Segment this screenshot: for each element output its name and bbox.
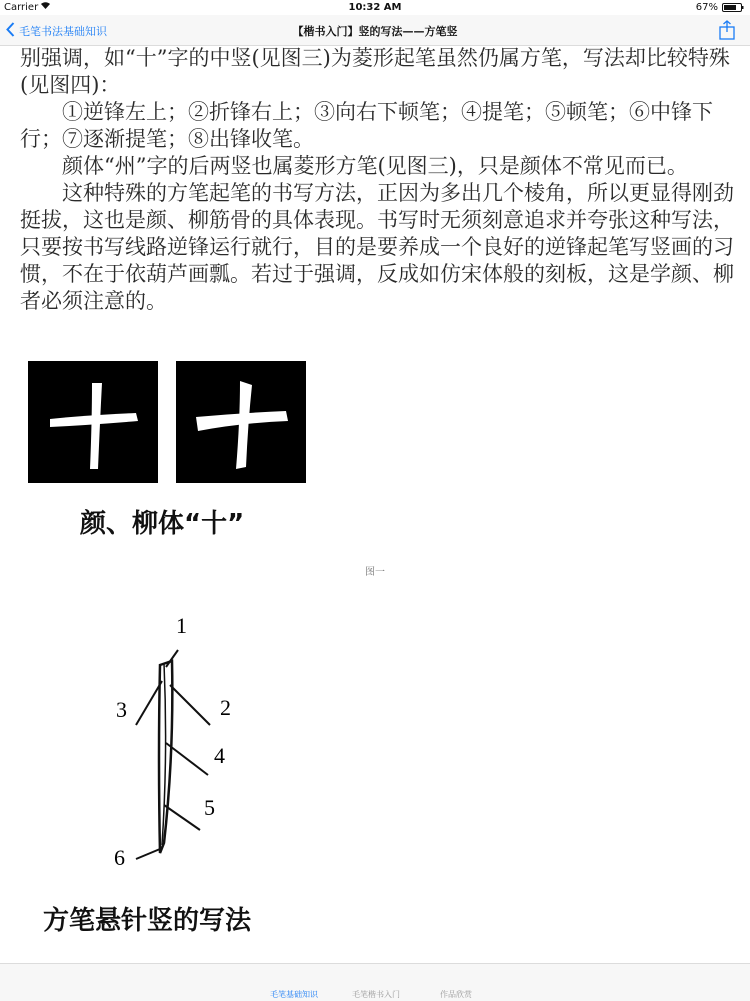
character-glyph <box>28 361 158 483</box>
clock: 10:32 AM <box>348 2 402 13</box>
share-icon[interactable] <box>718 20 736 40</box>
tab-basics[interactable]: 毛笔基础知识 <box>270 990 318 999</box>
navigation-bar <box>0 15 750 46</box>
battery-icon <box>722 3 744 15</box>
character-glyph <box>176 361 306 483</box>
stroke-step-label: 1 <box>176 615 187 638</box>
article-body <box>20 45 742 315</box>
paragraph: 这种特殊的方笔起笔的书写方法，正因为多出几个棱角，所以更显得刚劲挺拔，这也是颜、柳筋骨的具体表现。书写时无须刻意追求并夸张这种写法，只要按书写线路逆锋运行就行，目的是要养成一个良好的逆锋起笔写竖画的习惯，不在于依葫芦画瓢。若过于强调，反成如仿宋体般的刻板，这是学颜、柳者必须注意的。 <box>20 181 734 313</box>
figure-caption: 颜、柳体“十” <box>80 509 245 539</box>
stroke-step-label: 3 <box>116 697 127 722</box>
tab-bar <box>0 963 750 1001</box>
stroke-diagram <box>100 615 280 875</box>
yan-style-character-image <box>28 361 158 483</box>
liu-style-character-image <box>176 361 306 483</box>
stroke-step-label: 4 <box>214 743 225 768</box>
tab-kaishu-intro[interactable]: 毛笔楷书入门 <box>352 990 400 999</box>
stroke-step-label: 6 <box>114 845 125 870</box>
stroke-step-label: 2 <box>220 695 231 720</box>
status-bar <box>0 0 750 15</box>
figure-caption: 方笔悬针竖的写法 <box>43 906 252 936</box>
tab-gallery[interactable]: 作品欣赏 <box>440 990 472 999</box>
stroke-step-label: 5 <box>204 795 215 820</box>
article-content[interactable] <box>0 45 750 963</box>
battery-percent: 67% <box>695 2 718 13</box>
carrier-label: Carrier <box>4 2 39 13</box>
paragraph: 颜体“州”字的后两竖也属菱形方笔(见图三)，只是颜体不常见而已。 <box>62 154 688 178</box>
page-title: 【楷书入门】竖的写法——方笔竖 <box>292 25 458 38</box>
paragraph: 别强调，如“十”字的中竖(见图三)为菱形起笔虽然仍属方笔，写法却比较特殊(见图四)： <box>20 46 730 97</box>
paragraph: ①逆锋左上；②折锋右上；③向右下顿笔；④提笔；⑤顿笔；⑥中锋下行；⑦逐渐提笔；⑧出锋收笔。 <box>20 100 713 151</box>
back-button-label: 毛笔书法基础知识 <box>19 25 107 38</box>
figure-label: 图一 <box>365 567 385 578</box>
